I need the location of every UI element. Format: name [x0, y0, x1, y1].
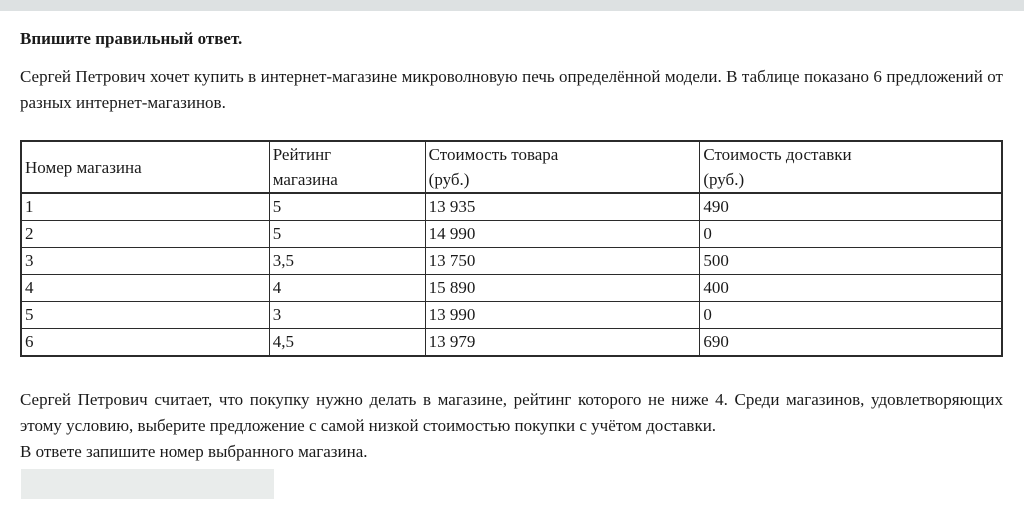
table-cell: 5	[269, 221, 425, 248]
table-cell: 690	[700, 329, 1002, 357]
table-row	[21, 302, 1002, 329]
task-intro-text: Сергей Петрович хочет купить в интернет-магазине микроволновую печь определённой модели. В таблице показано 6 предложений от разных интернет-магазинов.	[20, 67, 1003, 112]
table-cell: 4,5	[269, 329, 425, 357]
table-cell: 5	[269, 193, 425, 221]
task-content	[0, 28, 1024, 499]
offers-table-header-row	[21, 141, 1002, 193]
task-instruction-text: В ответе запишите номер выбранного магазина.	[20, 442, 368, 461]
table-cell: 1	[21, 193, 269, 221]
table-cell: 13 750	[425, 248, 700, 275]
table-row	[21, 275, 1002, 302]
table-cell: 4	[269, 275, 425, 302]
task-condition-text: Сергей Петрович считает, что покупку нужно делать в магазине, рейтинг которого не ниже 4. Среди магазинов, удовлетворяющих этому условию, выберите предложение с самой низкой стоимостью покупки с учётом доставки.	[20, 390, 1003, 435]
table-cell: 13 990	[425, 302, 700, 329]
table-cell: 0	[700, 302, 1002, 329]
table-row	[21, 329, 1002, 357]
table-cell: 400	[700, 275, 1002, 302]
table-cell: 500	[700, 248, 1002, 275]
table-cell: 0	[700, 221, 1002, 248]
table-cell: 3	[269, 302, 425, 329]
column-header: Стоимость доставки (руб.)	[700, 141, 1002, 193]
table-row	[21, 248, 1002, 275]
table-cell: 4	[21, 275, 269, 302]
offers-table-body	[21, 193, 1002, 356]
table-cell: 15 890	[425, 275, 700, 302]
table-cell: 14 990	[425, 221, 700, 248]
column-header: Номер магазина	[21, 141, 269, 193]
table-cell: 2	[21, 221, 269, 248]
table-cell: 3,5	[269, 248, 425, 275]
offers-table-head	[21, 141, 1002, 193]
table-cell: 6	[21, 329, 269, 357]
table-row	[21, 193, 1002, 221]
table-cell: 490	[700, 193, 1002, 221]
table-cell: 5	[21, 302, 269, 329]
table-cell: 3	[21, 248, 269, 275]
column-header: Рейтинг магазина	[269, 141, 425, 193]
column-header: Стоимость товара (руб.)	[425, 141, 700, 193]
task-heading: Впишите правильный ответ.	[20, 29, 243, 48]
table-cell: 13 935	[425, 193, 700, 221]
table-cell: 13 979	[425, 329, 700, 357]
table-row	[21, 221, 1002, 248]
offers-table	[20, 140, 1003, 357]
top-bar	[0, 0, 1024, 11]
answer-input[interactable]	[21, 469, 274, 499]
